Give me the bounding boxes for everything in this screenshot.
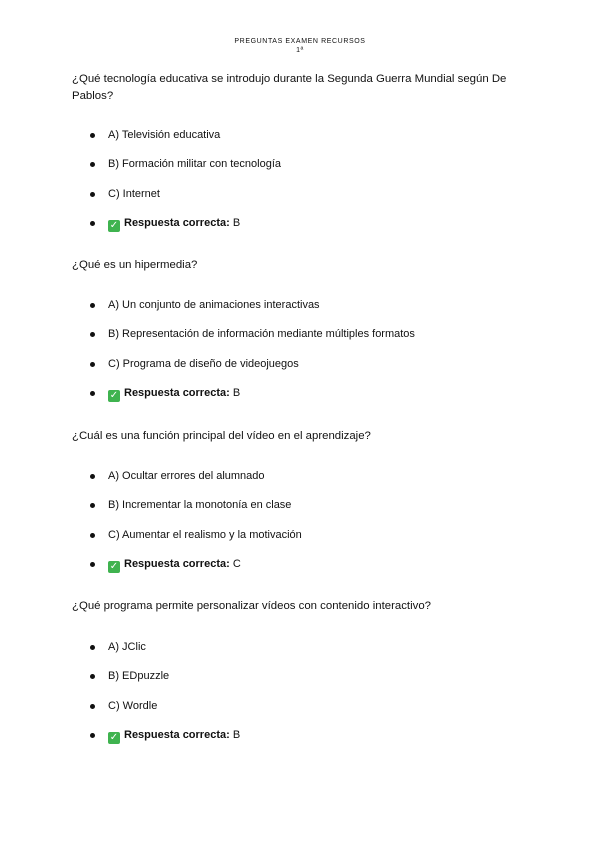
bullet-icon [90, 362, 95, 367]
bullet-icon [90, 332, 95, 337]
correct-value: B [232, 728, 241, 741]
list-item [72, 327, 532, 356]
list-item [72, 128, 532, 157]
question-4: ¿Qué programa permite personalizar vídeos con contenido interactivo? [72, 600, 431, 612]
option-text: B) EDpuzzle [108, 670, 170, 683]
option-text: A) Televisión educativa [108, 129, 221, 141]
option-text: C) Internet [108, 187, 160, 200]
bullet-icon [90, 391, 95, 396]
check-mark-icon: ✓ [109, 560, 119, 572]
answer-list-2 [72, 298, 532, 415]
list-item [72, 669, 532, 698]
bullet-icon [90, 674, 95, 679]
list-item [72, 699, 532, 728]
option-text: C) Wordle [108, 699, 158, 712]
question-2: ¿Qué es un hipermedia? [72, 259, 198, 271]
bullet-icon [90, 733, 95, 738]
correct-label: Respuesta correcta: [124, 557, 230, 570]
option-text: C) Programa de diseño de videojuegos [108, 357, 299, 370]
correct-answer [72, 728, 532, 757]
answer-list-4 [72, 640, 532, 757]
question-1: ¿Qué tecnología educativa se introdujo durante la Segunda Guerra Mundial según De Pablos? [72, 73, 507, 102]
question-3: ¿Cuál es una función principal del vídeo en el aprendizaje? [72, 430, 371, 442]
list-item [72, 157, 532, 186]
bullet-icon [90, 192, 95, 197]
list-item [72, 469, 532, 498]
check-mark-icon: ✓ [109, 219, 119, 231]
correct-label: Respuesta correcta: [124, 386, 230, 399]
header-title: PREGUNTAS EXAMEN RECURSOS [234, 38, 366, 45]
bullet-icon [90, 133, 95, 138]
check-mark-icon: ✓ [109, 389, 119, 401]
bullet-icon [90, 533, 95, 538]
correct-value: B [232, 386, 241, 399]
option-text: A) JClic [108, 641, 146, 653]
correct-value: B [232, 216, 241, 229]
list-item [72, 187, 532, 216]
list-item [72, 640, 532, 669]
correct-answer [72, 386, 532, 415]
bullet-icon [90, 221, 95, 226]
option-text: C) Aumentar el realismo y la motivación [108, 528, 302, 541]
answer-list-1 [72, 128, 532, 245]
check-mark-icon: ✓ [109, 731, 119, 743]
bullet-icon [90, 645, 95, 650]
option-text: B) Incrementar la monotonía en clase [108, 499, 292, 512]
bullet-icon [90, 474, 95, 479]
bullet-icon [90, 503, 95, 508]
option-text: B) Formación militar con tecnología [108, 158, 282, 171]
list-item [72, 498, 532, 527]
list-item [72, 528, 532, 557]
correct-value: C [232, 557, 241, 570]
bullet-icon [90, 562, 95, 567]
page-header [0, 37, 600, 55]
option-text: A) Un conjunto de animaciones interactivas [108, 299, 320, 311]
bullet-icon [90, 704, 95, 709]
header-subtitle: 1ª [296, 47, 304, 54]
bullet-icon [90, 303, 95, 308]
correct-label: Respuesta correcta: [124, 216, 230, 229]
answer-list-3 [72, 469, 532, 586]
bullet-icon [90, 162, 95, 167]
correct-answer [72, 216, 532, 245]
list-item [72, 298, 532, 327]
option-text: A) Ocultar errores del alumnado [108, 470, 265, 482]
correct-label: Respuesta correcta: [124, 728, 230, 741]
list-item [72, 357, 532, 386]
option-text: B) Representación de información mediante múltiples formatos [108, 328, 415, 341]
correct-answer [72, 557, 532, 586]
